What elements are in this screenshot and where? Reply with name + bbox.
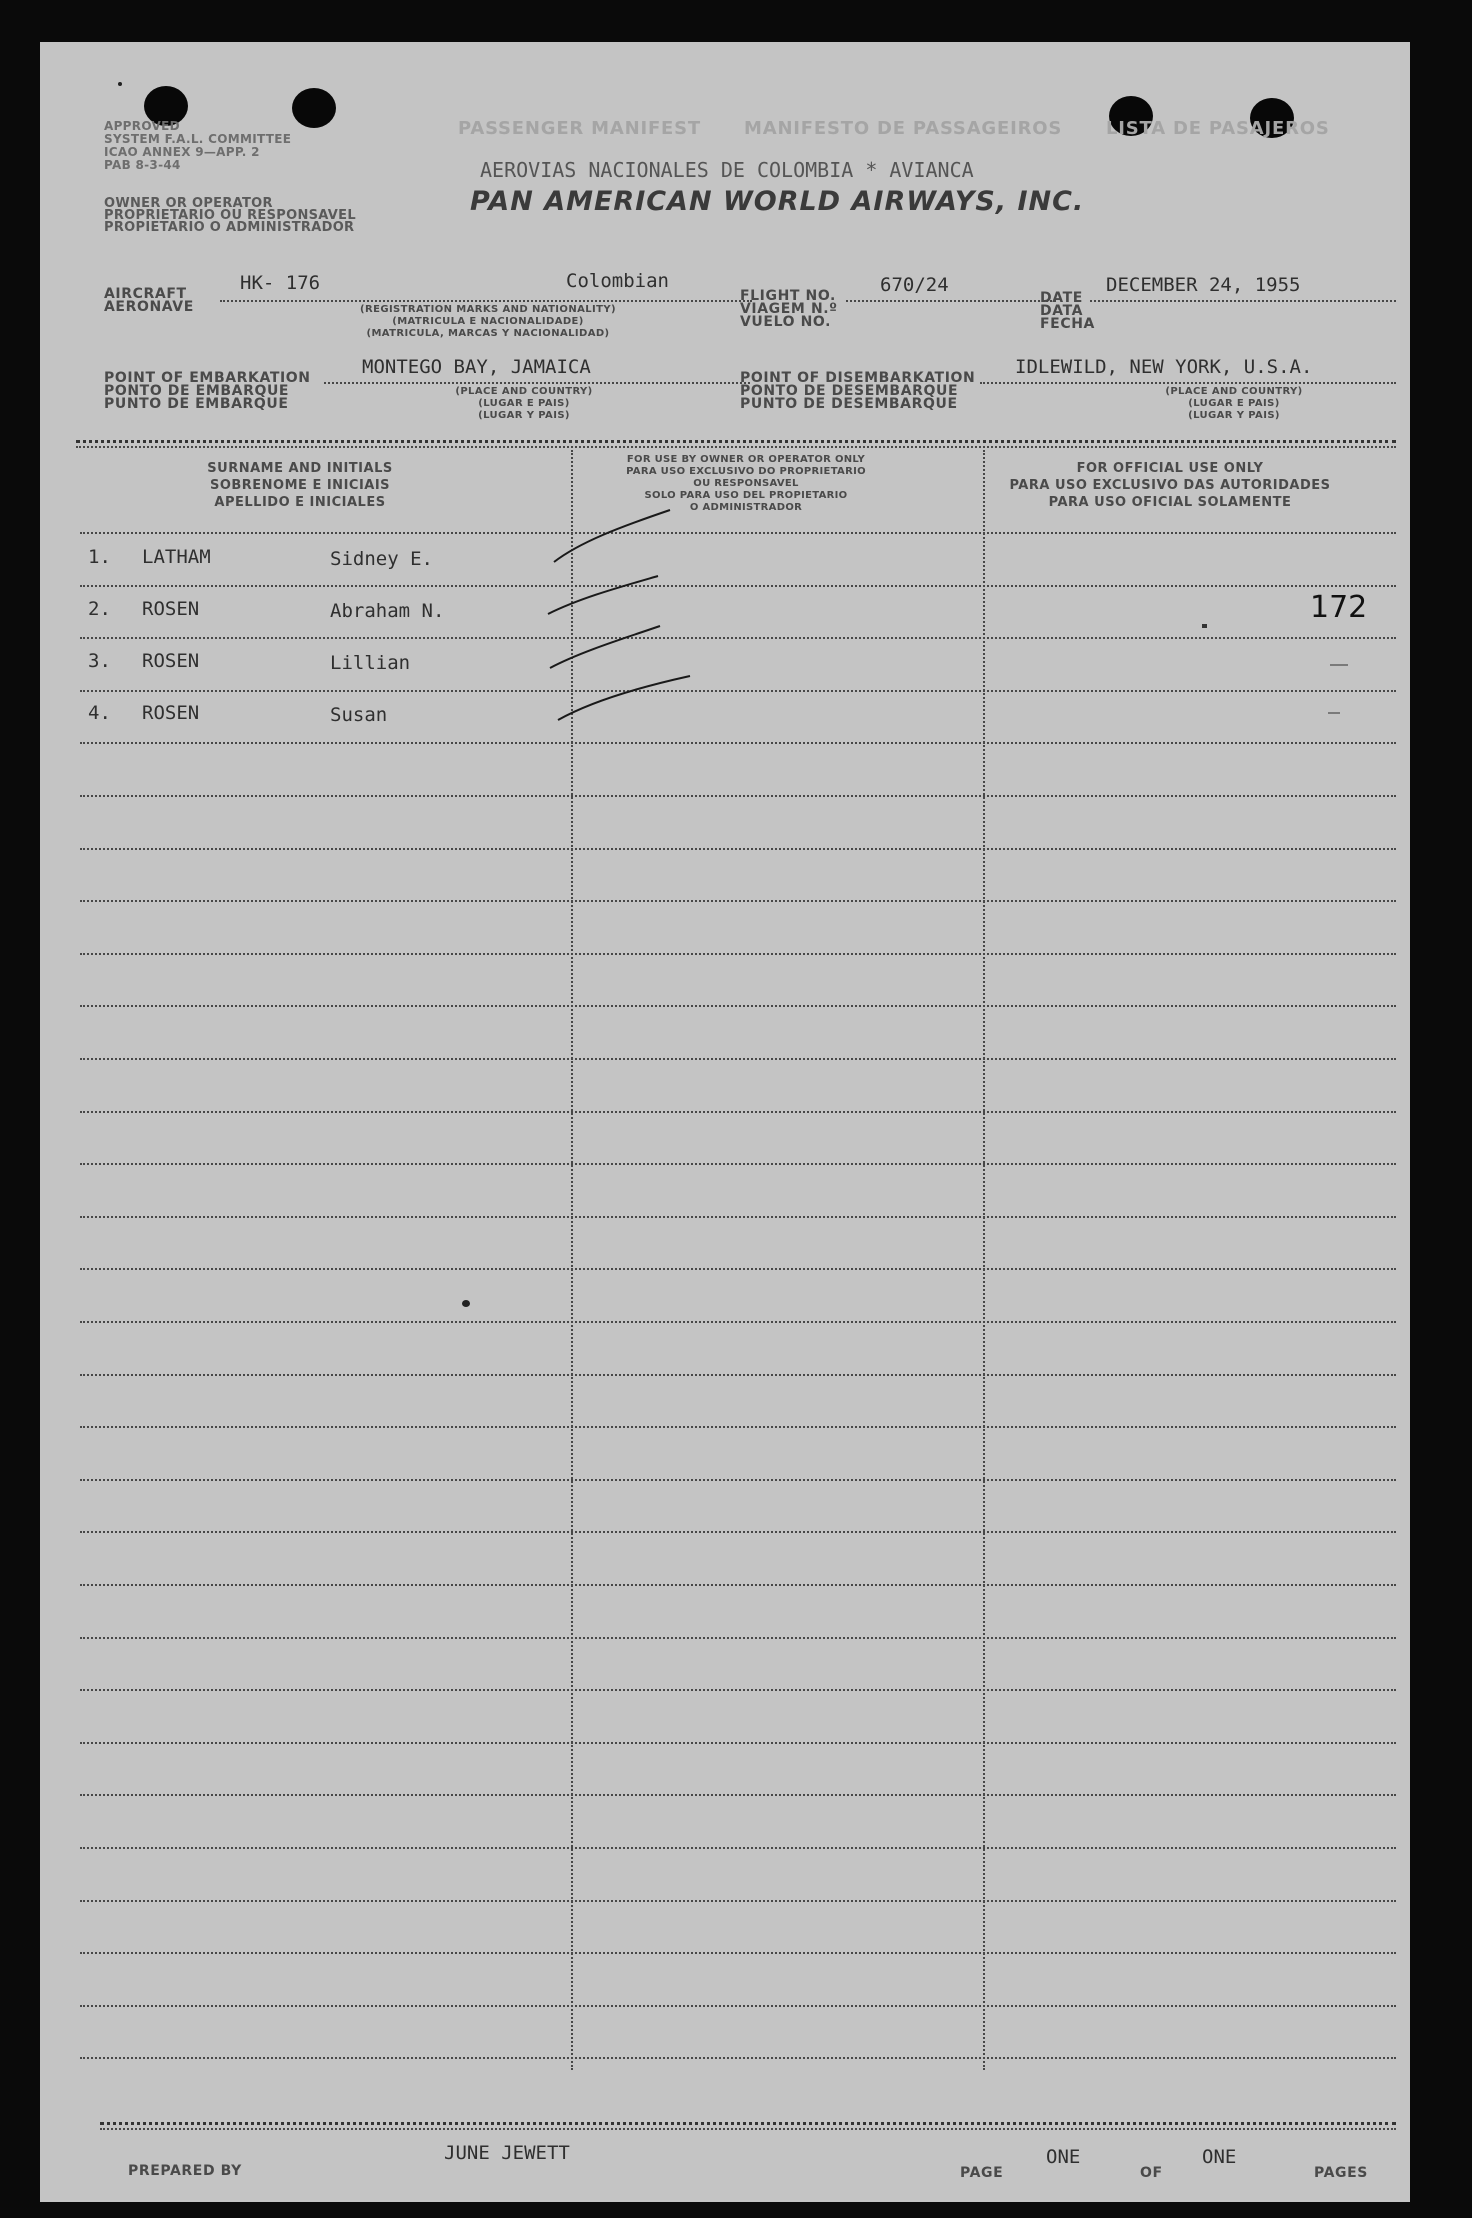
prepared-by-label: PREPARED BY [128,2163,242,2179]
approval-line: PAB 8-3-44 [104,158,181,172]
page-total: ONE [1202,2146,1237,2168]
operator-label: OWNER OR OPERATOR PROPRIETARIO OU RESPONSAVEL PROPIETARIO O ADMINISTRADOR [104,196,356,235]
passenger-given-name: Lillian [330,652,411,674]
disembarkation-value: IDLEWILD, NEW YORK, U.S.A. [1015,356,1313,378]
column-header-official: FOR OFFICIAL USE ONLY PARA USO EXCLUSIVO DAS AUTORIDADES PARA USO OFICIAL SOLAMENTE [1009,461,1331,510]
passenger-number: 1. [88,546,111,568]
operator-name: AEROVIAS NACIONALES DE COLOMBIA * AVIANCA [480,158,974,182]
passenger-number: 4. [88,702,111,724]
of-label: OF [1140,2165,1163,2181]
date-label: DATE DATA FECHA [1040,290,1095,332]
manifest-sheet [40,42,1410,2202]
flight-number: 670/24 [880,274,949,296]
aircraft-nationality: Colombian [566,270,669,292]
handwritten-check-marks [40,42,1410,2202]
aircraft-label: AIRCRAFT AERONAVE [104,286,194,315]
official-annotation: 172 [1310,590,1368,625]
page-label: PAGE [960,2165,1004,2181]
passenger-surname: ROSEN [142,702,200,724]
approval-line: ICAO ANNEX 9—APP. 2 [104,145,260,159]
disembarkation-label: POINT OF DISEMBARKATION PONTO DE DESEMBARQUE PUNTO DE DESEMBARQUE [740,370,976,412]
passenger-given-name: Susan [330,704,388,726]
flight-label: FLIGHT NO. VIAGEM N.º VUELO NO. [740,288,838,330]
embarkation-value: MONTEGO BAY, JAMAICA [362,356,591,378]
disembarkation-sublabel: (PLACE AND COUNTRY) (LUGAR E PAIS) (LUGAR Y PAIS) [1165,386,1303,421]
passenger-surname: LATHAM [142,546,211,568]
passenger-surname: ROSEN [142,598,200,620]
passenger-number: 3. [88,650,111,672]
pages-label: PAGES [1314,2165,1368,2181]
date-value: DECEMBER 24, 1955 [1106,274,1301,296]
passenger-given-name: Sidney E. [330,548,433,570]
prepared-by-value: JUNE JEWETT [444,2142,570,2164]
embarkation-label: POINT OF EMBARKATION PONTO DE EMBARQUE PUNTO DE EMBARQUE [104,370,311,412]
aircraft-mark: HK- 176 [240,272,321,294]
passenger-number: 2. [88,598,111,620]
aircraft-sublabel: (REGISTRATION MARKS AND NATIONALITY) (MATRICULA E NACIONALIDADE) (MATRICULA, MARCAS Y NACIONALIDAD) [360,304,616,339]
approval-line: APPROVED [104,119,180,133]
embarkation-sublabel: (PLACE AND COUNTRY) (LUGAR E PAIS) (LUGAR Y PAIS) [455,386,593,421]
title-portuguese: MANIFESTO DE PASSAGEIROS [744,118,1063,139]
operator-name-stamp: PAN AMERICAN WORLD AIRWAYS, INC. [470,186,1085,217]
approval-line: SYSTEM F.A.L. COMMITTEE [104,132,292,146]
title-spanish: LISTA DE PASAJEROS [1106,118,1330,139]
title-english: PASSENGER MANIFEST [458,118,701,139]
passenger-surname: ROSEN [142,650,200,672]
column-header-operator: FOR USE BY OWNER OR OPERATOR ONLY PARA USO EXCLUSIVO DO PROPRIETARIO OU RESPONSAVEL SOLO PARA USO DEL PROPIETARIO O ADMINISTRADOR [626,454,866,513]
page-number: ONE [1046,2146,1081,2168]
column-header-surname: SURNAME AND INITIALS SOBRENOME E INICIAIS APELLIDO E INICIALES [207,461,393,510]
passenger-given-name: Abraham N. [330,600,445,622]
